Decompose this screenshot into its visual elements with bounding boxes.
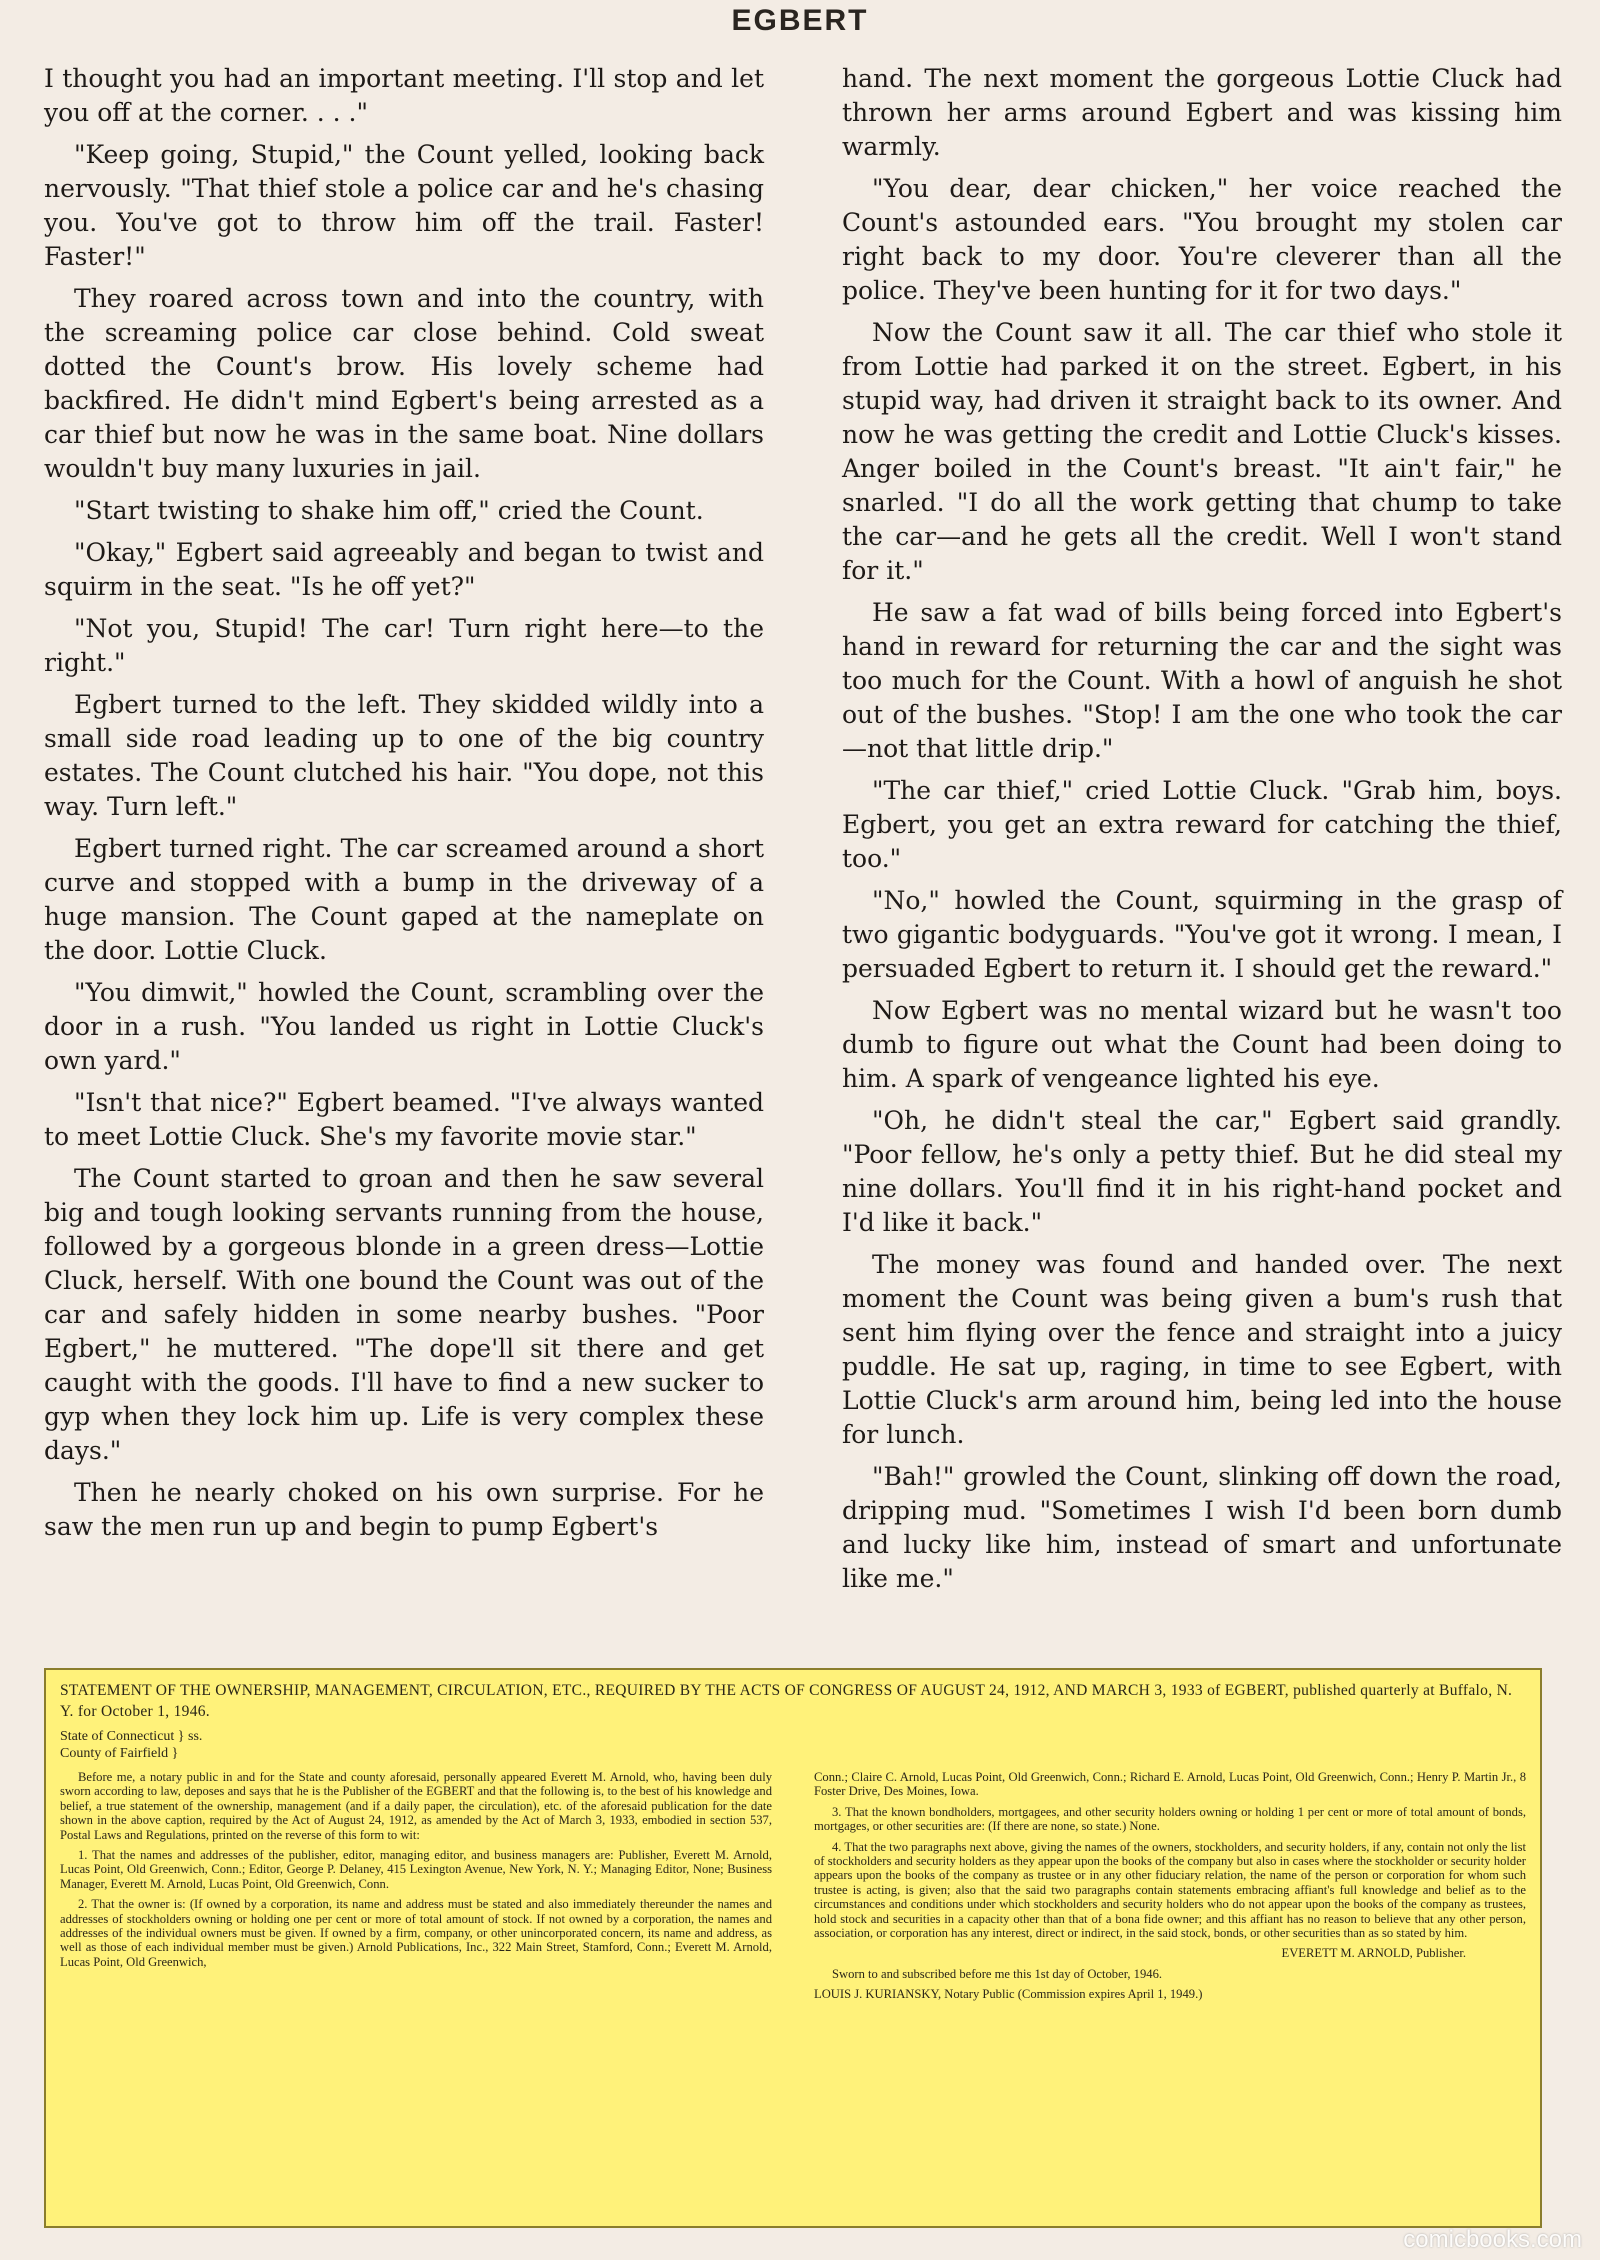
statement-column-right	[814, 1770, 1526, 2008]
statement-venue	[60, 1728, 1526, 1762]
venue-county: County of Fairfield }	[60, 1746, 179, 1761]
story-paragraph: "Bah!" growled the Count, slinking off down the road, dripping mud. "Sometimes I wish I'd been born dumb and lucky like him, instead of smart and unfortunate like me."	[842, 1462, 1562, 1593]
statement-paragraph: 4. That the two paragraphs next above, giving the names of the owners, stockholders, and security holders, if any, contain not only the list of stockholders and security holders as they appear upon the books of the company but also in cases where the stockholder or security holder appears upon the books of the company as trustee or in any other fiduciary relation, the name of the person or corporation for whom such trustee is acting, is given; also that the said two paragraphs contain statements embracing affiant's full knowledge and belief as to the circumstances and conditions under which stockholders and security holders who do not appear upon the books of the company as trustees, hold stock and securities in a capacity other than that of a bona fide owner; and this affiant has no reason to believe that any other person, association, or corporation has any interest, direct or indirect, in the said stock, bonds, or other securities than as so stated by him.	[814, 1839, 1526, 1941]
statement-paragraph: Conn.; Claire C. Arnold, Lucas Point, Old Greenwich, Conn.; Richard E. Arnold, Lucas Point, Old Greenwich, Conn.; Henry P. Martin Jr., 8 Foster Drive, Des Moines, Iowa.	[814, 1770, 1526, 1799]
page-title: EGBERT	[731, 4, 869, 37]
story-paragraph: The Count started to groan and then he saw several big and tough looking servants running from the house, followed by a gorgeous blonde in a green dress—Lottie Cluck, herself. With one bound the Count was out of the car and safely hidden in some nearby bushes. "Poor Egbert," he muttered. "The dope'll sit there and get caught with the goods. I'll have to find a new sucker to gyp when they lock him up. Life is very complex these days."	[44, 1164, 764, 1465]
statement-columns	[60, 1770, 1526, 2008]
story-paragraph: "You dear, dear chicken," her voice reached the Count's astounded ears. "You brought my stolen car right back to my door. You're cleverer than all the police. They've been hunting for it for two days."	[842, 174, 1562, 305]
story-paragraph: I thought you had an important meeting. I'll stop and let you off at the corner. . . ."	[44, 64, 764, 127]
story-paragraph: The money was found and handed over. The next moment the Count was being given a bum's rush that sent him flying over the fence and straight into a juicy puddle. He sat up, raging, in time to see Egbert, with Lottie Cluck's arm around him, being led into the house for lunch.	[842, 1250, 1562, 1449]
story-paragraph: "Oh, he didn't steal the car," Egbert said grandly. "Poor fellow, he's only a petty thief. But he did steal my nine dollars. You'll find it in his right-hand pocket and I'd like it back."	[842, 1106, 1562, 1237]
statement-paragraph: 2. That the owner is: (If owned by a corporation, its name and address must be stated and also immediately thereunder the names and addresses of stockholders owning or holding one per cent or more of total amount of stock. If not owned by a corporation, the names and addresses of the individual owners must be given. If owned by a firm, company, or other unincorporated concern, its name and address, as well as those of each individual member must be given.) Arnold Publications, Inc., 322 Main Street, Stamford, Conn.; Everett M. Arnold, Lucas Point, Old Greenwich,	[60, 1897, 772, 1969]
story-column-right	[842, 62, 1562, 1662]
publisher-signature: EVERETT M. ARNOLD, Publisher.	[1281, 1946, 1466, 1961]
statement-heading: STATEMENT OF THE OWNERSHIP, MANAGEMENT, CIRCULATION, ETC., REQUIRED BY THE ACTS OF CONGRESS OF AUGUST 24, 1912, AND MARCH 3, 1933 of EGBERT, published quarterly at Buffalo, N. Y. for October 1, 1946.	[60, 1682, 1513, 1720]
statement-paragraph: 3. That the known bondholders, mortgagees, and other security holders owning or holding 1 per cent or more of total amount of bonds, mortgages, or other securities are: (If there are none, so state.) None.	[814, 1804, 1526, 1834]
story-paragraph: He saw a fat wad of bills being forced into Egbert's hand in reward for returning the car and the sight was too much for the Count. With a howl of anguish he shot out of the bushes. "Stop! I am the one who took the car—not that little drip."	[842, 598, 1562, 763]
story-paragraph: "Isn't that nice?" Egbert beamed. "I've always wanted to meet Lottie Cluck. She's my favorite movie star."	[44, 1088, 764, 1151]
sworn-line: Sworn to and subscribed before me this 1st day of October, 1946.	[832, 1966, 1163, 1981]
story-paragraph: hand. The next moment the gorgeous Lottie Cluck had thrown her arms around Egbert and was kissing him warmly.	[842, 64, 1562, 161]
story-paragraph: They roared across town and into the country, with the screaming police car close behind. Cold sweat dotted the Count's brow. His lovely scheme had backfired. He didn't mind Egbert's being arrested as a car thief but now he was in the same boat. Nine dollars wouldn't buy many luxuries in jail.	[44, 284, 764, 483]
ownership-statement-box	[44, 1668, 1542, 2228]
notary-line: LOUIS J. KURIANSKY, Notary Public (Commission expires April 1, 1949.)	[814, 1987, 1203, 2002]
story-text	[44, 62, 1562, 1662]
statement-column-left	[60, 1770, 772, 2008]
story-paragraph: "Okay," Egbert said agreeably and began to twist and squirm in the seat. "Is he off yet?"	[44, 538, 764, 601]
story-column-left	[44, 62, 764, 1662]
story-paragraph: Egbert turned to the left. They skidded wildly into a small side road leading up to one of the big country estates. The Count clutched his hair. "You dope, not this way. Turn left."	[44, 690, 764, 821]
story-paragraph: "The car thief," cried Lottie Cluck. "Grab him, boys. Egbert, you get an extra reward for catching the thief, too."	[842, 776, 1562, 873]
statement-paragraph: 1. That the names and addresses of the publisher, editor, managing editor, and business managers are: Publisher, Everett M. Arnold, Lucas Point, Old Greenwich, Conn.; Editor, George P. Delaney, 415 Lexington Avenue, New York, N. Y.; Managing Editor, None; Business Manager, Everett M. Arnold, Lucas Point, Old Greenwich, Conn.	[60, 1848, 772, 1891]
story-paragraph: Now Egbert was no mental wizard but he wasn't too dumb to figure out what the Count had been doing to him. A spark of vengeance lighted his eye.	[842, 996, 1562, 1093]
story-paragraph: Now the Count saw it all. The car thief who stole it from Lottie had parked it on the street. Egbert, in his stupid way, had driven it straight back to its owner. And now he was getting the credit and Lottie Cluck's kisses. Anger boiled in the Count's breast. "It ain't fair," he snarled. "I do all the work getting that chump to take the car—and he gets all the credit. Well I won't stand for it."	[842, 318, 1562, 585]
story-paragraph: "No," howled the Count, squirming in the grasp of two gigantic bodyguards. "You've got it wrong. I mean, I persuaded Egbert to return it. I should get the reward."	[842, 886, 1562, 983]
story-paragraph: "Keep going, Stupid," the Count yelled, looking back nervously. "That thief stole a police car and he's chasing you. You've got to throw him off the trail. Faster! Faster!"	[44, 140, 764, 271]
statement-paragraph: Before me, a notary public in and for the State and county aforesaid, personally appeared Everett M. Arnold, who, having been duly sworn according to law, deposes and says that he is the Publisher of the EGBERT and that the following is, to the best of his knowledge and belief, a true statement of the ownership, management (and if a daily paper, the circulation), etc. of the aforesaid publication for the date shown in the above caption, required by the Act of August 24, 1912, as amended by the Act of March 3, 1933, embodied in section 537, Postal Laws and Regulations, printed on the reverse of this form to wit:	[60, 1770, 772, 1842]
venue-ss: ss.	[188, 1729, 203, 1744]
story-paragraph: Then he nearly choked on his own surprise. For he saw the men run up and begin to pump Egbert's	[44, 1478, 764, 1541]
watermark: comicbooks.com	[1403, 2226, 1582, 2253]
story-paragraph: Egbert turned right. The car screamed around a short curve and stopped with a bump in the driveway of a huge mansion. The Count gaped at the nameplate on the door. Lottie Cluck.	[44, 834, 764, 965]
story-paragraph: "Start twisting to shake him off," cried the Count.	[74, 496, 704, 525]
story-paragraph: "Not you, Stupid! The car! Turn right here—to the right."	[44, 614, 764, 677]
story-paragraph: "You dimwit," howled the Count, scrambling over the door in a rush. "You landed us right in Lottie Cluck's own yard."	[44, 978, 764, 1075]
venue-state: State of Connecticut }	[60, 1729, 185, 1744]
